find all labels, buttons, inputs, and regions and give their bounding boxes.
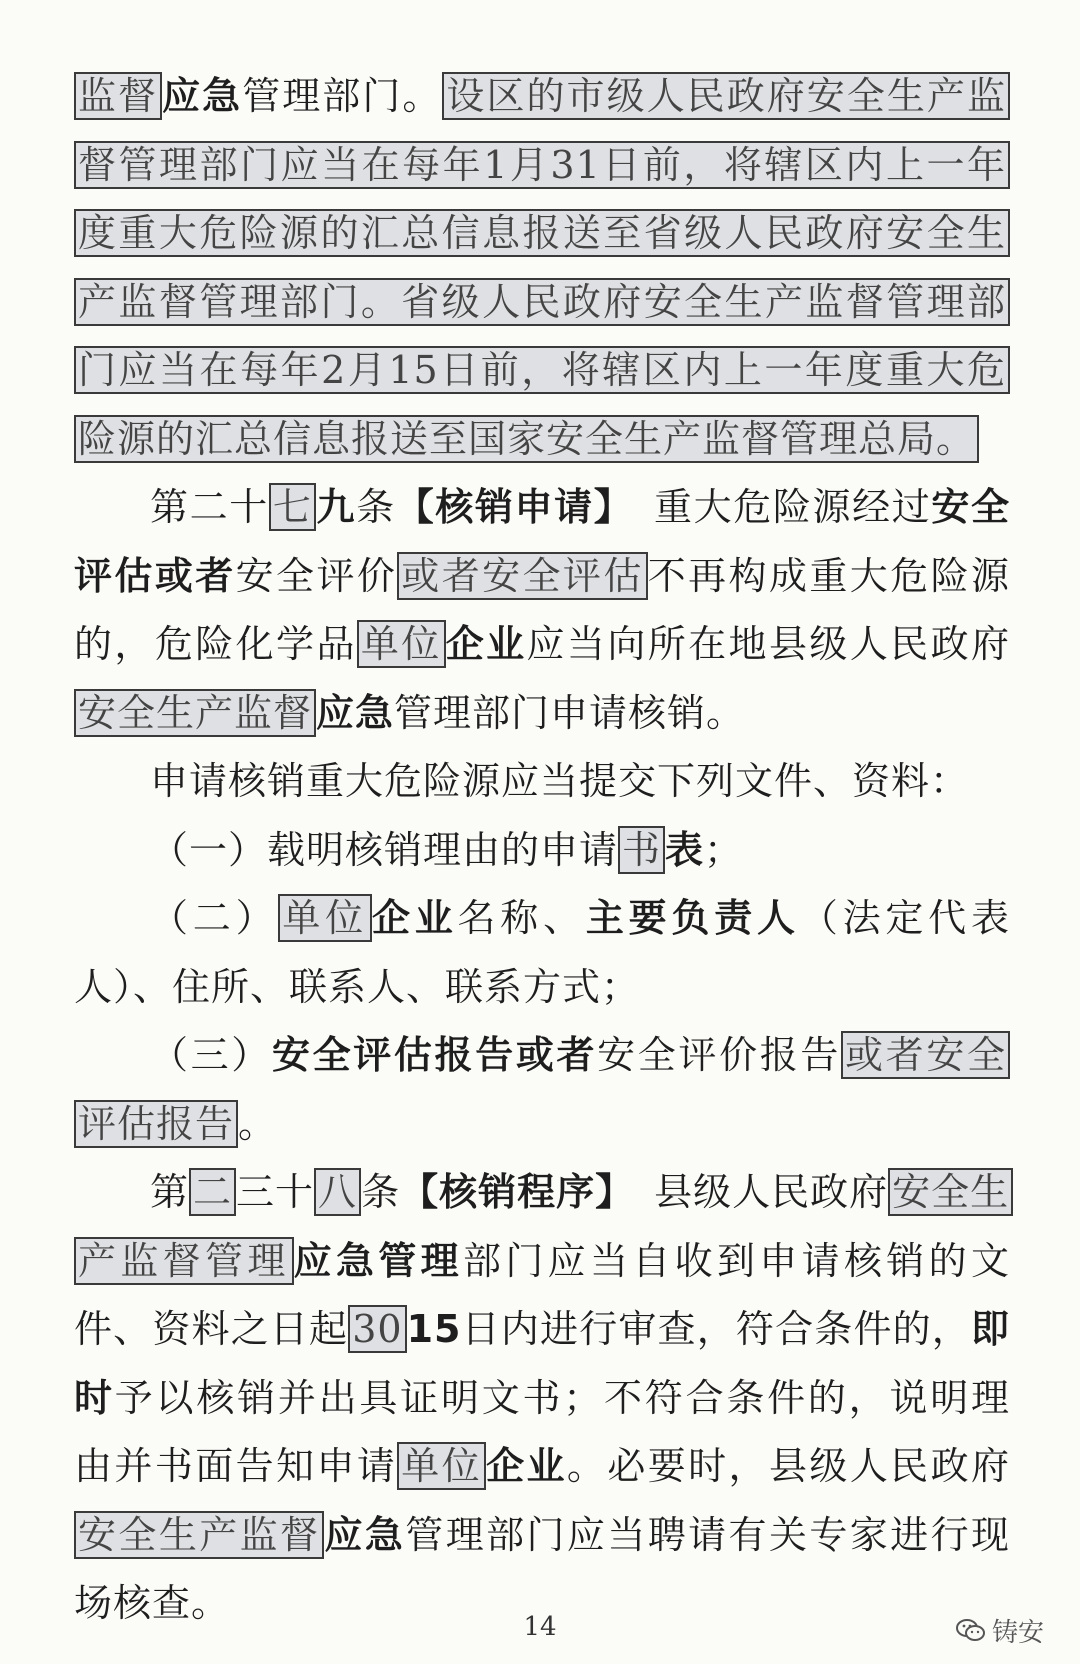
body-text: 名称、 [457,896,586,940]
deleted-text: 设区的市级人民政府安全生产监督管理部门应当在每年1月31日前，将辖区内上一年度重大危险源的汇总信息报送至省级人民政府安全生产监督管理部门。省级人民政府安全生产监督管理部门应当在每年2月15日前，将辖区内上一年度重大危险源的汇总信息报送至国家安全生产监督管理总局。 [74,72,1010,463]
article-30-paragraph [74,1158,1010,1638]
inserted-text: 九 [316,485,357,529]
body-text: 管理部门。 [242,74,443,118]
deleted-text: 或者安全评估 [397,552,647,600]
body-text: 予以核销并出具证明文书；不符合条件的，说明理由并书面告知申请 [74,1375,1010,1488]
body-text: ； [704,827,744,872]
inserted-text: 应急 [316,690,395,735]
body-text: 第二十 [150,485,269,529]
inserted-text: 应急 [324,1512,406,1557]
body-text: 县级人民政府 [615,1170,889,1214]
body-text: 第 [150,1170,190,1214]
article-title: 【核销申请】 [395,485,615,529]
inserted-text: 15 [406,1307,462,1351]
deleted-text: 书 [618,826,665,874]
wechat-icon [956,1618,986,1644]
deleted-text: 或者安全评估报告 [74,1031,1010,1148]
body-text: 。必要时，县级人民政府 [566,1444,1010,1488]
article-29-heading-paragraph [74,473,1010,747]
deleted-text: 单位 [397,1442,486,1490]
inserted-text: 安全评估报告或者 [271,1033,598,1077]
body-text: 应当向所在地县级人民政府 [526,622,1010,666]
list-item-3 [74,1021,1010,1158]
deleted-text: 安全生产监督 [74,1511,324,1559]
body-text: 管理部门应当聘请有关专家进行现场核查。 [74,1512,1010,1625]
body-text: 。 [238,1101,278,1146]
watermark-text: 铸安 [991,1618,1044,1648]
body-text: 条 [356,485,396,529]
body-text: 部门应当自收到申请核销的文件、资料之日起 [74,1238,1010,1351]
body-text: 不再构成重大危险源的，危险化学品 [74,553,1010,666]
deleted-text: 二 [189,1168,236,1216]
inserted-text: 企业 [486,1444,567,1488]
inserted-text: 企业 [371,896,458,940]
list-item-2 [74,884,1010,1021]
body-text: （一）载明核销理由的申请 [150,827,619,872]
paragraph-list-intro [74,747,1010,816]
body-text: 重大危险源经过 [614,485,932,529]
body-text: 安全评价 [235,553,398,598]
inserted-text: 应急 [162,74,243,118]
inserted-text: 企业 [445,622,527,666]
body-text: （三） [150,1033,272,1077]
deleted-text: 八 [314,1168,361,1216]
deleted-text: 单位 [278,894,372,942]
body-text: 三十 [236,1170,315,1214]
list-item-1 [74,816,1010,885]
body-text: （法定代表人）、住所、联系人、联系方式； [74,896,1010,1009]
inserted-text: 应急管理 [293,1238,463,1283]
deleted-text: 安全生产监督管理 [74,1168,1013,1285]
article-title: 【核销程序】 [400,1170,616,1214]
page-number: 14 [523,1612,557,1642]
deleted-text: 监督 [74,72,162,120]
deleted-text: 安全生产监督 [74,689,316,737]
deleted-text: 30 [348,1305,406,1353]
body-text: 管理部门申请核销。 [394,690,746,735]
body-text: 安全评价报告 [597,1033,842,1077]
deleted-text: 七 [269,483,317,531]
body-text: 日内进行审查，符合条件的， [461,1307,971,1351]
body-text: 条 [361,1170,401,1214]
deleted-text: 单位 [357,620,446,668]
body-text: 申请核销重大危险源应当提交下列文件、资料： [150,759,970,803]
document-body [74,62,1010,1638]
inserted-text: 安全评估或者 [74,485,1010,598]
watermark [956,1612,1044,1649]
inserted-text: 主要负责人 [585,896,800,940]
inserted-text: 即时 [74,1307,1010,1420]
body-text: （二） [150,896,279,940]
inserted-text: 表 [665,827,705,872]
paragraph-1 [74,62,1010,473]
